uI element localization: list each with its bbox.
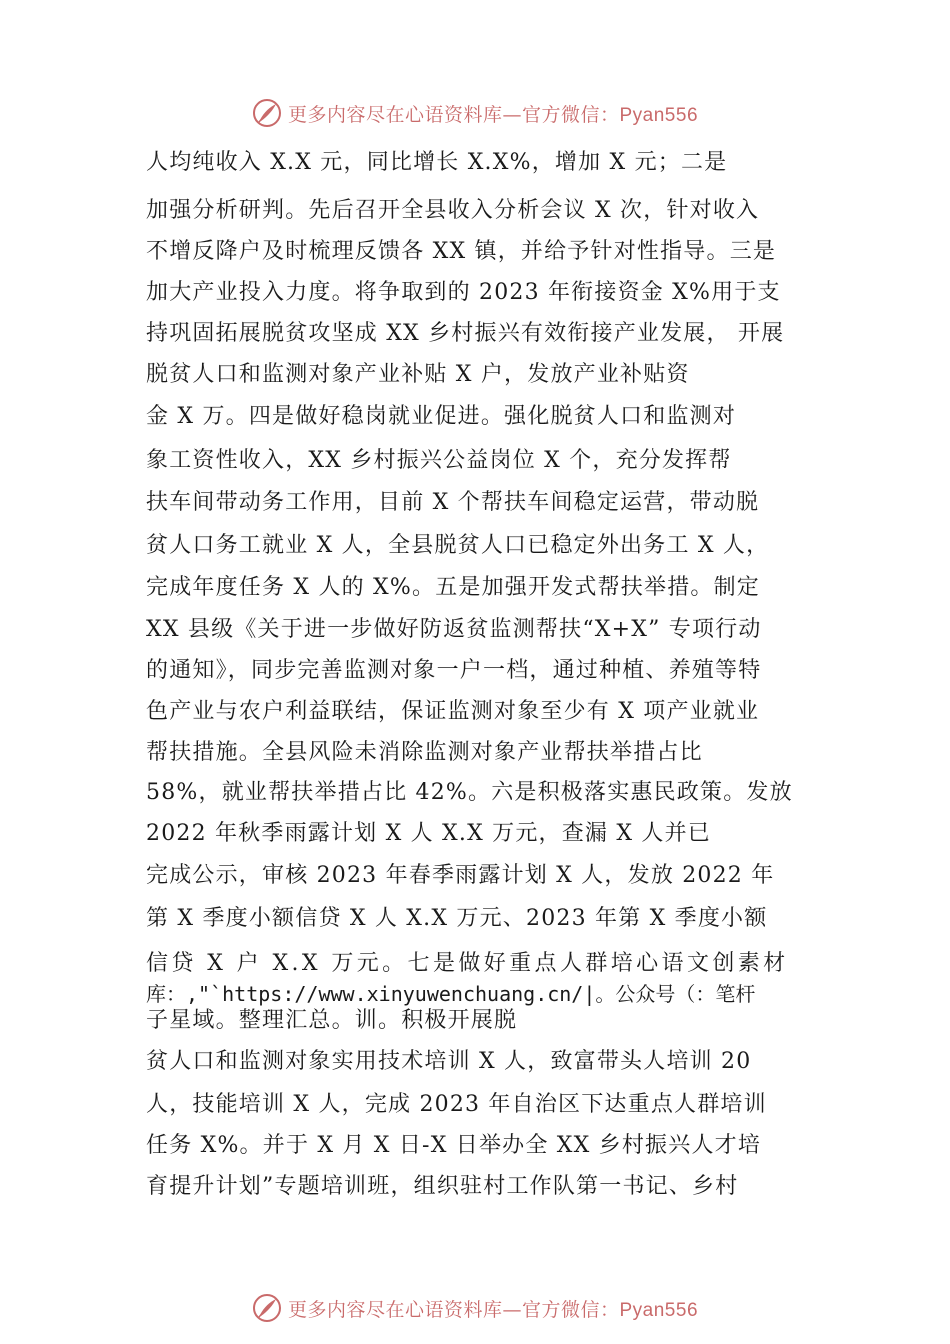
text-line: 信贷 X 户 X.X 万元。七是做好重点人群培心语文创素材 (146, 951, 789, 976)
feather-logo-icon (252, 1293, 282, 1323)
banner-text: 更多内容尽在心语资料库—官方微信：Pyan556 (287, 103, 699, 126)
text-line: 58%，就业帮扶举措占比 42%。六是积极落实惠民政策。发放 (146, 780, 793, 805)
wechat-id: Pyan556 (619, 1299, 699, 1321)
text-line: 人均纯收入 X.X 元，同比增长 X.X%，增加 X 元；二是 (146, 150, 728, 175)
text-line: 育提升计划”专题培训班，组织驻村工作队第一书记、乡村 (146, 1174, 739, 1199)
footer-watermark-banner (0, 1288, 950, 1328)
banner-text: 更多内容尽在心语资料库—官方微信：Pyan556 (287, 1298, 699, 1321)
header-watermark-banner (0, 93, 950, 133)
text-line: 人，技能培训 X 人，完成 2023 年自治区下达重点人群培训 (146, 1092, 767, 1117)
text-line: 贫人口务工就业 X 人，全县脱贫人口已稳定外出务工 X 人， (146, 533, 770, 558)
text-line: 任务 X%。并于 X 月 X 日-X 日举办全 XX 乡村振兴人才培 (146, 1133, 762, 1158)
text-line: 加强分析研判。先后召开全县收入分析会议 X 次，针对收入 (146, 198, 760, 223)
text-line: 子星域。整理汇总。训。积极开展脱 (146, 1008, 518, 1033)
text-line: XX 县级《关于进一步做好防返贫监测帮扶“X+X” 专项行动 (146, 617, 762, 642)
text-line: 象工资性收入，XX 乡村振兴公益岗位 X 个，充分发挥帮 (146, 448, 732, 473)
text-line: 金 X 万。四是做好稳岗就业促进。强化脱贫人口和监测对 (146, 404, 737, 429)
text-line: 帮扶措施。全县风险未消除监测对象产业帮扶举措占比 (146, 740, 703, 765)
text-line: 色产业与农户利益联结，保证监测对象至少有 X 项产业就业 (146, 699, 760, 724)
text-line: 加大产业投入力度。将争取到的 2023 年衔接资金 X%用于支 (146, 280, 781, 305)
text-line: 贫人口和监测对象实用技术培训 X 人，致富带头人培训 20 (146, 1049, 752, 1074)
text-line: 完成年度任务 X 人的 X%。五是加强开发式帮扶举措。制定 (146, 575, 761, 600)
text-line: 脱贫人口和监测对象产业补贴 X 户，发放产业补贴资 (146, 362, 690, 387)
text-line: 第 X 季度小额信贷 X 人 X.X 万元、2023 年第 X 季度小额 (146, 906, 768, 931)
text-line: 不增反降户及时梳理反馈各 XX 镇，并给予针对性指导。三是 (146, 239, 777, 264)
text-line: 完成公示，审核 2023 年春季雨露计划 X 人，发放 2022 年 (146, 863, 775, 888)
feather-logo-icon (252, 98, 282, 128)
text-line: 2022 年秋季雨露计划 X 人 X.X 万元，查漏 X 人并已 (146, 821, 711, 846)
wechat-id: Pyan556 (619, 104, 699, 126)
text-line: 扶车间带动务工作用，目前 X 个帮扶车间稳定运营，带动脱 (146, 490, 760, 515)
text-line: 的通知》，同步完善监测对象一户一档，通过种植、养殖等特 (146, 658, 762, 683)
text-line: 持巩固拓展脱贫攻坚成 XX 乡村振兴有效衔接产业发展， 开展 (146, 321, 785, 346)
text-line: 库：,"`https://www.xinyuwenchuang.cn/|。公众号（：笔杆 (146, 982, 756, 1006)
